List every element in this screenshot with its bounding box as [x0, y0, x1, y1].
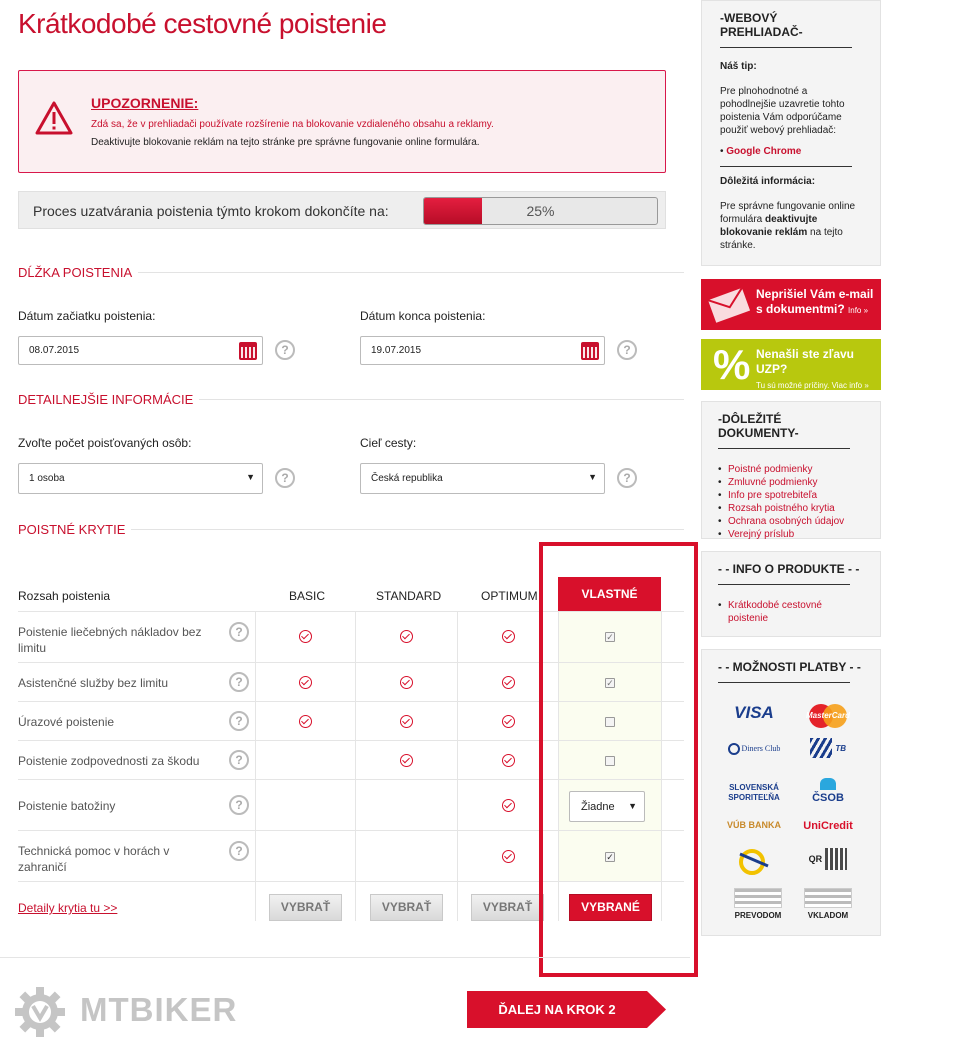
baggage-value: Žiadne: [581, 801, 615, 813]
gear-logo-icon: [14, 986, 66, 1038]
section-coverage: [18, 522, 684, 536]
custom-checkbox[interactable]: ✓: [606, 852, 614, 862]
document-link[interactable]: • Info pre spotrebiteľa: [718, 489, 864, 502]
next-step-button[interactable]: [467, 991, 667, 1028]
check-icon-optimum: [502, 754, 515, 767]
end-date-field[interactable]: [360, 336, 605, 365]
dropdown-arrow-icon: ▼: [588, 472, 597, 482]
section-details: [18, 392, 684, 406]
qr-label: QR: [808, 854, 823, 864]
help-icon[interactable]: ?: [617, 468, 637, 488]
unicredit-logo: UniCredit: [803, 820, 853, 832]
vkladom-text: VKLADOM: [807, 911, 849, 920]
email-banner-line1: Neprišiel Vám e-mail: [756, 287, 874, 301]
csob-icon: [820, 778, 836, 790]
progress-label: Proces uzatvárania poistenia týmto krokom dokončíte na:: [33, 203, 389, 219]
mastercard-text: MasterCard: [805, 711, 850, 720]
warning-line-2: Deaktivujte blokovanie reklám na tejto stránke pre správne fungovanie online formulára.: [91, 137, 480, 148]
visa-logo: VISA: [734, 703, 774, 722]
browser-link-item: • Google Chrome: [720, 146, 802, 157]
important-label: Dôležitá informácia:: [720, 176, 816, 187]
progress-value: 25%: [526, 203, 555, 219]
check-icon-optimum: [502, 715, 515, 728]
important-text-bold: deaktivujte blokovanie reklám: [720, 214, 818, 238]
important-text: [720, 200, 862, 252]
select-basic-button[interactable]: VYBRAŤ: [269, 894, 342, 921]
brand-logo-text: MTBIKER: [80, 991, 238, 1028]
select-standard-button[interactable]: VYBRAŤ: [370, 894, 443, 921]
chrome-link[interactable]: Google Chrome: [726, 146, 802, 157]
qr-payment-logo: [800, 848, 856, 878]
discount-banner-info: Tu sú možné príčiny. Viac info »: [756, 381, 869, 390]
document-link[interactable]: • Rozsah poistného krytia: [718, 502, 864, 515]
tb-text: TB: [835, 744, 846, 754]
help-icon[interactable]: ?: [229, 711, 249, 731]
prevodom-logo: [730, 888, 786, 924]
row-label: Poistenie zodpovednosti za škodu: [18, 754, 200, 768]
start-date-label: Dátum začiatku poistenia:: [18, 309, 156, 323]
vub-logo: VÚB BANKA: [727, 820, 781, 830]
section-coverage-title: POISTNÉ KRYTIE: [18, 522, 131, 537]
tatra-banka-logo: [800, 738, 856, 768]
col-header-scope: Rozsah poistenia: [18, 589, 111, 603]
row-label: Úrazové poistenie: [18, 715, 115, 729]
persons-label: Zvoľte počet poisťovaných osôb:: [18, 436, 192, 450]
product-panel: [701, 551, 881, 637]
email-banner-text: [756, 287, 873, 318]
check-icon-basic: [299, 676, 312, 689]
panel-rule: [718, 682, 850, 683]
documents-list: [718, 463, 864, 541]
warning-title: UPOZORNENIE:: [91, 95, 199, 111]
help-icon[interactable]: ?: [229, 841, 249, 861]
document-link[interactable]: • Verejný príslub: [718, 528, 864, 541]
highlight-frame: [539, 542, 698, 977]
row-label: Poistenie liečebných nákladov bez limitu: [18, 625, 202, 655]
email-banner-line2: s dokumentmi?: [756, 302, 845, 316]
slsp-logo: SLOVENSKÁ SPORITEĽŇA: [728, 783, 780, 802]
browser-panel-title: -WEBOVÝ PREHLIADAČ-: [720, 11, 803, 39]
check-icon-standard: [400, 754, 413, 767]
page-title: Krátkodobé cestovné poistenie: [18, 8, 387, 39]
prevodom-text: PREVODOM: [734, 911, 782, 920]
warning-line-1: Zdá sa, že v prehliadači používate rozšírenie na blokovanie vzdialeného obsahu a reklamy.: [91, 119, 494, 130]
check-icon-optimum: [502, 850, 515, 863]
section-details-title: DETAILNEJŠIE INFORMÁCIE: [18, 392, 199, 407]
documents-panel: [701, 401, 881, 539]
check-icon-optimum: [502, 799, 515, 812]
help-icon[interactable]: ?: [229, 672, 249, 692]
deposit-icon: [804, 888, 852, 908]
discount-banner-line1: Nenašli ste zľavu UZP?: [756, 347, 854, 376]
qr-code-icon: [825, 848, 847, 870]
progress-bar: [423, 197, 658, 225]
tip-label: Náš tip:: [720, 61, 757, 72]
calendar-icon[interactable]: [239, 342, 257, 360]
check-icon-standard: [400, 715, 413, 728]
col-header-optimum: OPTIMUM: [481, 589, 538, 603]
help-icon[interactable]: ?: [229, 795, 249, 815]
email-banner-info: Info »: [848, 306, 869, 315]
col-header-basic: BASIC: [289, 589, 326, 603]
help-icon[interactable]: ?: [275, 468, 295, 488]
col-divider: [355, 611, 356, 921]
persons-select[interactable]: [18, 463, 263, 494]
next-step-label: ĎALEJ NA KROK 2: [498, 1002, 616, 1017]
custom-checkbox[interactable]: ✓: [606, 632, 614, 642]
csob-text: ČSOB: [812, 792, 844, 804]
transfer-icon: [734, 888, 782, 908]
dropdown-arrow-icon: ▼: [628, 801, 637, 811]
destination-value: Česká republika: [371, 473, 443, 484]
check-icon-basic: [299, 715, 312, 728]
envelope-icon: [705, 279, 755, 330]
posta-logo: [726, 848, 782, 878]
important-text-2: na tejto stránke.: [720, 227, 843, 251]
end-date-value: 19.07.2015: [371, 345, 422, 356]
col-divider: [255, 611, 256, 921]
selected-custom-button[interactable]: VYBRANÉ: [569, 894, 652, 921]
col-divider: [457, 611, 458, 921]
post-horn-icon: [734, 848, 774, 878]
check-icon-basic: [299, 630, 312, 643]
section-length-title: DĹŽKA POISTENIA: [18, 265, 138, 280]
panel-rule: [718, 584, 850, 585]
check-icon-standard: [400, 676, 413, 689]
tb-stripes-icon: [810, 738, 832, 758]
help-icon[interactable]: ?: [229, 750, 249, 770]
check-icon-optimum: [502, 676, 515, 689]
progress-panel: [18, 191, 666, 229]
csob-logo: [800, 778, 856, 808]
destination-select[interactable]: [360, 463, 605, 494]
end-date-label: Dátum konca poistenia:: [360, 309, 486, 323]
start-date-value: 08.07.2015: [29, 345, 80, 356]
mastercard-logo: [800, 703, 856, 733]
diners-text: Diners Club: [741, 743, 781, 753]
check-icon-standard: [400, 630, 413, 643]
warning-icon: [35, 101, 73, 135]
dropdown-arrow-icon: ▼: [246, 472, 255, 482]
adblock-warning: [18, 70, 666, 173]
product-list: [718, 599, 864, 625]
discount-banner-text: [756, 347, 881, 393]
document-link[interactable]: • Ochrana osobných údajov: [718, 515, 864, 528]
panel-rule: [720, 166, 852, 167]
help-icon[interactable]: ?: [229, 622, 249, 642]
section-length: [18, 265, 684, 279]
product-link[interactable]: • Krátkodobé cestovné poistenie: [718, 599, 864, 625]
vkladom-logo: [800, 888, 856, 924]
coverage-details-link[interactable]: Detaily krytia tu >>: [18, 901, 118, 915]
payment-panel-title: - - MOŽNOSTI PLATBY - -: [718, 660, 861, 674]
persons-value: 1 osoba: [29, 473, 65, 484]
browser-panel: [701, 0, 881, 266]
document-link[interactable]: • Zmluvné podmienky: [718, 476, 864, 489]
col-header-custom: VLASTNÉ: [558, 577, 661, 611]
discount-banner[interactable]: [701, 339, 881, 390]
help-icon[interactable]: ?: [275, 340, 295, 360]
diners-icon: [728, 743, 740, 755]
row-label: Technická pomoc v horách v zahraničí: [18, 844, 170, 874]
email-banner[interactable]: [701, 279, 881, 330]
product-panel-title: - - INFO O PRODUKTE - -: [718, 562, 860, 576]
check-icon-optimum: [502, 630, 515, 643]
document-link[interactable]: • Poistné podmienky: [718, 463, 864, 476]
col-header-standard: STANDARD: [376, 589, 442, 603]
footer-divider: [0, 957, 690, 958]
custom-checkbox[interactable]: ✓: [606, 678, 614, 688]
percent-icon: %: [713, 341, 751, 388]
tip-text: Pre plnohodnotné a pohodlnejšie uzavretie tohto poistenia Vám odporúčame použiť webový prehliadač:: [720, 86, 845, 136]
destination-label: Cieľ cesty:: [360, 436, 417, 450]
help-icon[interactable]: ?: [617, 340, 637, 360]
panel-rule: [720, 47, 852, 48]
row-label: Asistenčné služby bez limitu: [18, 676, 169, 690]
select-optimum-button[interactable]: VYBRAŤ: [471, 894, 544, 921]
diners-logo: [726, 743, 782, 773]
calendar-icon[interactable]: [581, 342, 599, 360]
panel-rule: [718, 448, 850, 449]
row-label: Poistenie batožiny: [18, 799, 116, 813]
important-text-1: Pre správne fungovanie online formulára: [720, 201, 856, 225]
documents-panel-title: -DÔLEŽITÉ DOKUMENTY-: [718, 412, 799, 440]
start-date-field[interactable]: [18, 336, 263, 365]
